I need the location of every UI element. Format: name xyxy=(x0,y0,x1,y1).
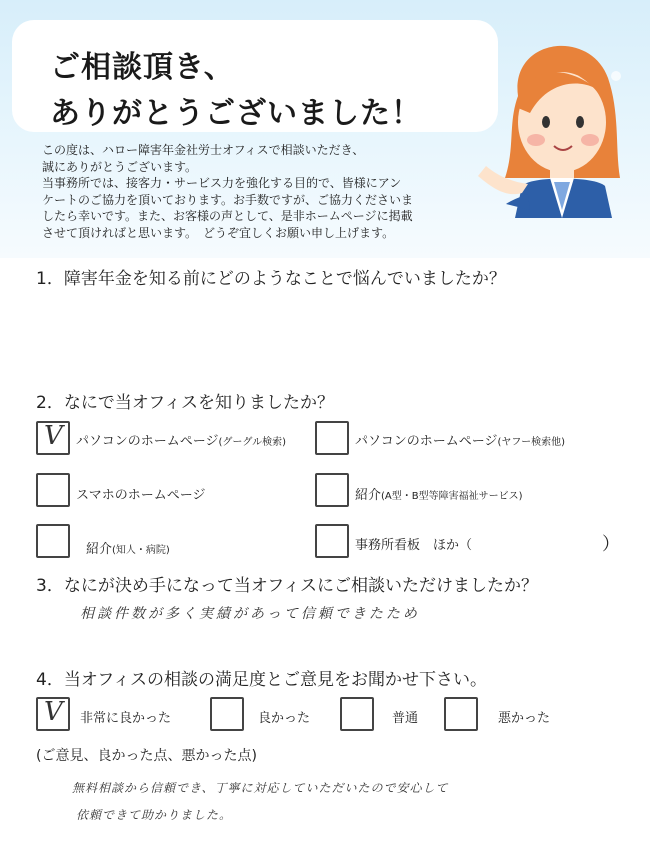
check-mark: V xyxy=(44,421,63,451)
option-smartphone-label xyxy=(76,484,205,503)
option-good-label: 良かった xyxy=(258,711,311,726)
checkbox-referral-service[interactable] xyxy=(315,473,349,507)
checkbox-good[interactable] xyxy=(210,697,244,731)
option-sub-text: (A型・B型等障害福祉サービス) xyxy=(381,491,523,502)
option-pc-yahoo-label xyxy=(355,430,565,449)
option-referral-personal-label xyxy=(86,538,170,557)
option-signboard-other-label xyxy=(355,534,472,553)
option-main-text: パソコンのホームページ xyxy=(76,434,219,449)
option-very-good-label: 非常に良かった xyxy=(80,711,172,726)
comments-label: (ご意見、良かった点、悪かった点) xyxy=(36,748,257,764)
checkbox-pc-google[interactable] xyxy=(36,421,70,455)
question-1: 1．障害年金を知る前にどのようなことで悩んでいましたか？ xyxy=(36,269,506,289)
comment-handwritten-line-1: 無料相談から信頼でき、丁寧に対応していただいたので安心して xyxy=(72,781,449,795)
question-2: 2．なにで当オフィスを知りましたか？ xyxy=(36,393,334,413)
q3-handwritten-answer: 相談件数が多く実績があって信頼できたため xyxy=(80,606,420,622)
close-parenthesis: ） xyxy=(602,534,620,555)
option-pc-google-label xyxy=(76,430,286,449)
option-average-label: 普通 xyxy=(392,711,419,726)
checkbox-bad[interactable] xyxy=(444,697,478,731)
title-line-2: ありがとうございました！ xyxy=(50,96,422,131)
check-mark: V xyxy=(44,697,63,727)
option-referral-service-label xyxy=(355,484,523,503)
staff-character-illustration xyxy=(470,18,650,218)
option-main-text: パソコンのホームページ xyxy=(355,434,498,449)
checkbox-pc-yahoo[interactable] xyxy=(315,421,349,455)
title-line-1: ご相談頂き、 xyxy=(50,50,235,85)
comment-handwritten-line-2: 依頼できて助かりました。 xyxy=(76,808,233,822)
question-3: 3．なにが決め手になって当オフィスにご相談いただけましたか？ xyxy=(36,576,538,596)
intro-text: この度は、ハロー障害年金社労士オフィスで相談いただき、 誠にありがとうございます。 当事務所では、接客力・サービス力を強化する目的で、皆様にアン ケートのご協力を頂いております。お手数ですが、ご協力くださいま したら幸いです。また、お客様の声として、是非ホームページに掲載 させて頂ければと思います。 どうぞ宜しくお願い申し上げます。 xyxy=(42,143,414,240)
checkbox-average[interactable] xyxy=(340,697,374,731)
checkbox-signboard-other[interactable] xyxy=(315,524,349,558)
option-sub-text: (ヤフー検索他) xyxy=(497,437,565,448)
question-4: 4．当オフィスの相談の満足度とご意見をお聞かせ下さい。 xyxy=(36,670,487,690)
option-bad-label: 悪かった xyxy=(498,711,551,726)
option-sub-text: (知人・病院) xyxy=(112,545,170,556)
option-main-text: スマホのホームページ xyxy=(76,488,206,503)
checkbox-smartphone[interactable] xyxy=(36,473,70,507)
option-sub-text: (グーグル検索) xyxy=(218,437,286,448)
checkbox-very-good[interactable] xyxy=(36,697,70,731)
checkbox-referral-personal[interactable] xyxy=(36,524,70,558)
option-main-text: 紹介 xyxy=(86,542,113,557)
option-main-text: 事務所看板 ほか（ xyxy=(355,538,473,553)
option-main-text: 紹介 xyxy=(355,488,382,503)
